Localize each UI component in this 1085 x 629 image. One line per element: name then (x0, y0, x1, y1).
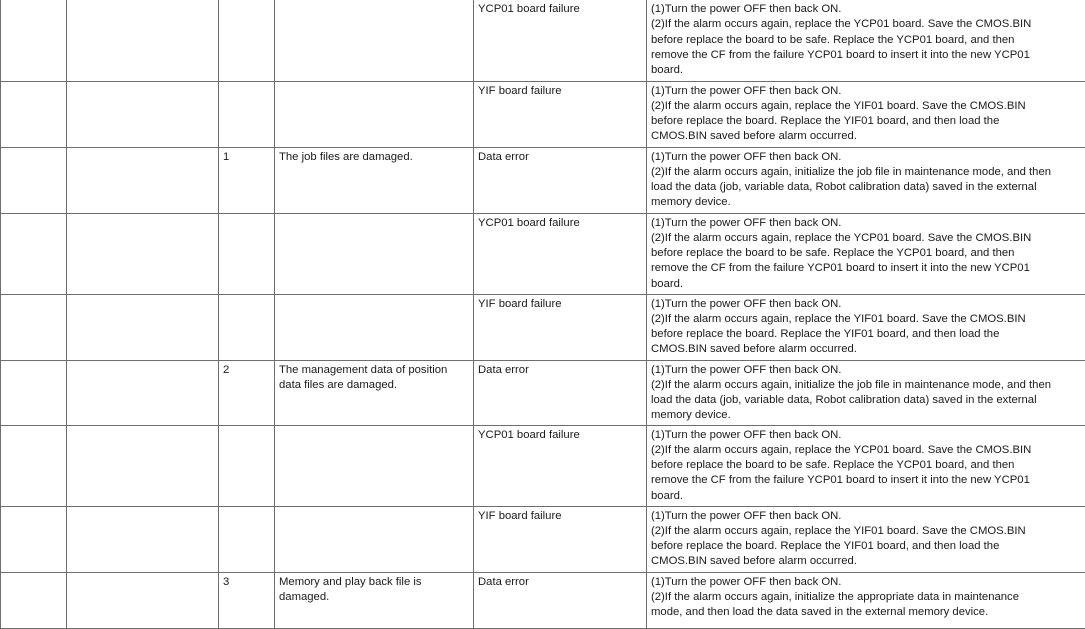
table-row (1, 147, 1085, 213)
sub-code-cell (219, 506, 275, 572)
remedy-line: before replace the board to be safe. Replace the YCP01 board, and then (651, 458, 1082, 473)
table-row (1, 360, 1085, 425)
remedy-line: (2)If the alarm occurs again, replace the YCP01 board. Save the CMOS.BIN (651, 443, 1082, 458)
remedy-cell (647, 81, 1085, 147)
blank-cell (1, 147, 67, 213)
description-cell: The job files are damaged. (275, 147, 474, 213)
table-row (1, 213, 1085, 294)
remedy-line: (1)Turn the power OFF then back ON. (651, 150, 1082, 165)
blank-cell (67, 213, 219, 294)
remedy-line: (1)Turn the power OFF then back ON. (651, 2, 1082, 17)
table-row (1, 425, 1085, 506)
remedy-line: load the data (job, variable data, Robot calibration data) saved in the external (651, 180, 1082, 195)
sub-code-cell: 3 (219, 572, 275, 628)
blank-cell (1, 506, 67, 572)
cause-cell: YCP01 board failure (474, 0, 647, 81)
remedy-cell (647, 425, 1085, 506)
remedy-line: before replace the board to be safe. Replace the YCP01 board, and then (651, 246, 1082, 261)
blank-cell (1, 360, 67, 425)
description-cell (275, 506, 474, 572)
description-cell (275, 0, 474, 81)
sub-code-cell (219, 213, 275, 294)
description-cell (275, 213, 474, 294)
blank-cell (67, 360, 219, 425)
sub-code-cell: 2 (219, 360, 275, 425)
cause-cell: YIF board failure (474, 294, 647, 360)
remedy-line: before replace the board. Replace the YIF01 board, and then load the (651, 114, 1082, 129)
remedy-cell (647, 213, 1085, 294)
remedy-line: (2)If the alarm occurs again, replace the YIF01 board. Save the CMOS.BIN (651, 312, 1082, 327)
remedy-line: (2)If the alarm occurs again, replace the YIF01 board. Save the CMOS.BIN (651, 99, 1082, 114)
blank-cell (67, 294, 219, 360)
description-cell (275, 425, 474, 506)
blank-cell (67, 572, 219, 628)
table-row (1, 506, 1085, 572)
remedy-line: (2)If the alarm occurs again, initialize the job file in maintenance mode, and then (651, 378, 1082, 393)
description-cell: Memory and play back file is damaged. (275, 572, 474, 628)
blank-cell (1, 425, 67, 506)
table-body (1, 0, 1085, 628)
blank-cell (67, 147, 219, 213)
blank-cell (1, 294, 67, 360)
remedy-cell (647, 294, 1085, 360)
sub-code-cell (219, 294, 275, 360)
table-row (1, 81, 1085, 147)
blank-cell (67, 425, 219, 506)
remedy-cell (647, 147, 1085, 213)
remedy-line: (1)Turn the power OFF then back ON. (651, 509, 1082, 524)
cause-cell: Data error (474, 147, 647, 213)
remedy-line: board. (651, 277, 1082, 292)
remedy-line: (2)If the alarm occurs again, replace the YCP01 board. Save the CMOS.BIN (651, 17, 1082, 32)
remedy-line: before replace the board. Replace the YIF01 board, and then load the (651, 327, 1082, 342)
cause-cell: YCP01 board failure (474, 425, 647, 506)
remedy-line: (1)Turn the power OFF then back ON. (651, 363, 1082, 378)
blank-cell (67, 0, 219, 81)
blank-cell (1, 213, 67, 294)
cause-cell: Data error (474, 360, 647, 425)
remedy-cell (647, 360, 1085, 425)
remedy-line: (1)Turn the power OFF then back ON. (651, 575, 1082, 590)
remedy-line: memory device. (651, 195, 1082, 210)
blank-cell (1, 81, 67, 147)
remedy-line: remove the CF from the failure YCP01 board to insert it into the new YCP01 (651, 261, 1082, 276)
remedy-line: load the data (job, variable data, Robot calibration data) saved in the external (651, 393, 1082, 408)
remedy-line: mode, and then load the data saved in the external memory device. (651, 605, 1082, 620)
remedy-line: board. (651, 489, 1082, 504)
remedy-line: (1)Turn the power OFF then back ON. (651, 84, 1082, 99)
remedy-line: (2)If the alarm occurs again, initialize the appropriate data in maintenance (651, 590, 1082, 605)
remedy-line: (2)If the alarm occurs again, replace the YIF01 board. Save the CMOS.BIN (651, 524, 1082, 539)
table-row (1, 572, 1085, 628)
remedy-cell (647, 572, 1085, 628)
remedy-cell (647, 0, 1085, 81)
cause-cell: YCP01 board failure (474, 213, 647, 294)
remedy-line: memory device. (651, 408, 1082, 423)
remedy-line: CMOS.BIN saved before alarm occurred. (651, 129, 1082, 144)
blank-cell (1, 572, 67, 628)
remedy-line: CMOS.BIN saved before alarm occurred. (651, 342, 1082, 357)
remedy-line: remove the CF from the failure YCP01 board to insert it into the new YCP01 (651, 473, 1082, 488)
sub-code-cell (219, 0, 275, 81)
cause-cell: YIF board failure (474, 81, 647, 147)
remedy-line: (2)If the alarm occurs again, replace the YCP01 board. Save the CMOS.BIN (651, 231, 1082, 246)
cause-cell: YIF board failure (474, 506, 647, 572)
blank-cell (1, 0, 67, 81)
sub-code-cell: 1 (219, 147, 275, 213)
remedy-line: (1)Turn the power OFF then back ON. (651, 428, 1082, 443)
blank-cell (67, 506, 219, 572)
description-cell (275, 81, 474, 147)
remedy-line: before replace the board. Replace the YIF01 board, and then load the (651, 539, 1082, 554)
sub-code-cell (219, 425, 275, 506)
cause-cell: Data error (474, 572, 647, 628)
remedy-line: (1)Turn the power OFF then back ON. (651, 216, 1082, 231)
remedy-line: remove the CF from the failure YCP01 board to insert it into the new YCP01 (651, 48, 1082, 63)
table-row (1, 294, 1085, 360)
blank-cell (67, 81, 219, 147)
sub-code-cell (219, 81, 275, 147)
remedy-line: board. (651, 63, 1082, 78)
remedy-line: before replace the board to be safe. Replace the YCP01 board, and then (651, 33, 1082, 48)
remedy-cell (647, 506, 1085, 572)
description-cell (275, 294, 474, 360)
remedy-line: (2)If the alarm occurs again, initialize the job file in maintenance mode, and then (651, 165, 1082, 180)
description-cell: The management data of position data files are damaged. (275, 360, 474, 425)
remedy-line: (1)Turn the power OFF then back ON. (651, 297, 1082, 312)
table-row (1, 0, 1085, 81)
remedy-line: CMOS.BIN saved before alarm occurred. (651, 554, 1082, 569)
